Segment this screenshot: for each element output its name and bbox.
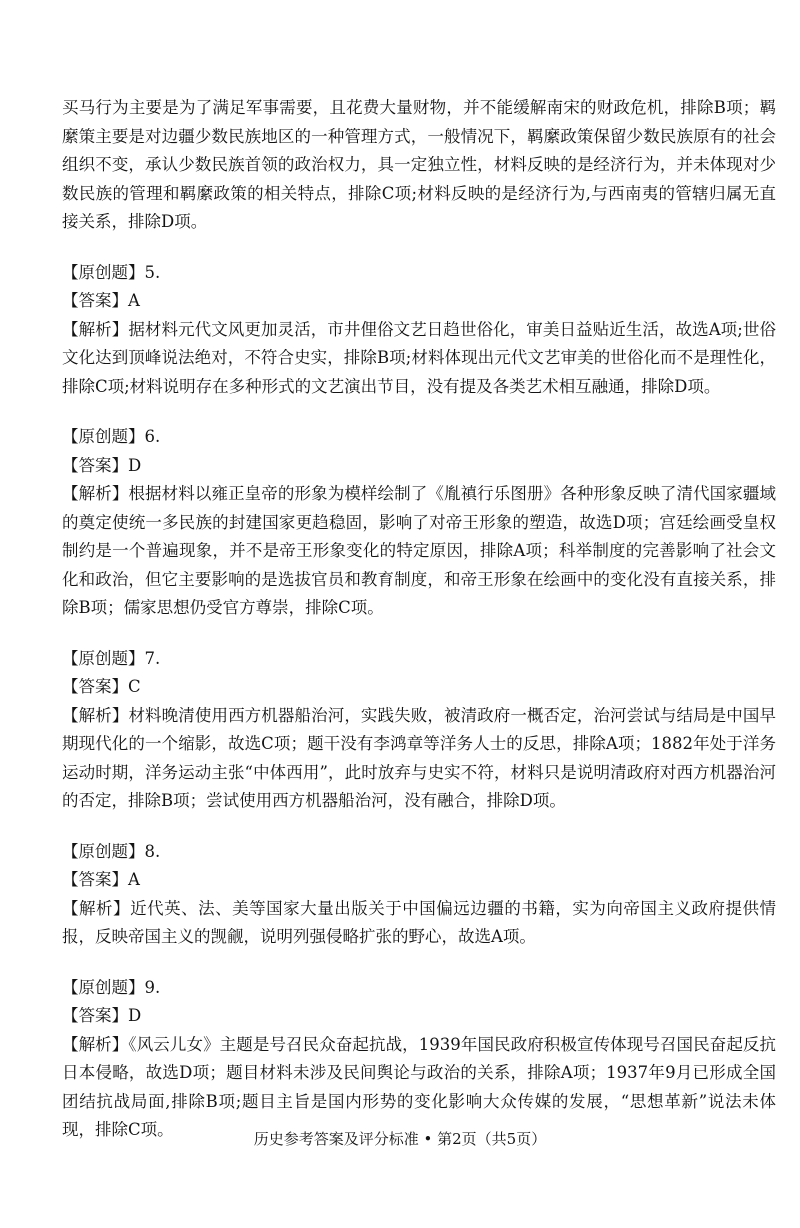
analysis-paragraph bbox=[62, 480, 776, 623]
analysis-text: 据材料元代文风更加灵活，市井俚俗文艺日趋世俗化，审美日益贴近生活，故选A项;世俗文化达到顶峰说法绝对，不符合史实，排除B项;材料体现出元代文艺审美的世俗化而不是理性化，排除C项;材料说明存在多种形式的文艺演出节目，没有提及各类艺术相互融通，排除D项。 bbox=[62, 319, 776, 396]
answer-line bbox=[62, 452, 776, 481]
answer-value: A bbox=[128, 291, 140, 310]
analysis-paragraph bbox=[62, 702, 776, 816]
answer-label: 【答案】 bbox=[62, 1006, 128, 1025]
analysis-paragraph bbox=[62, 895, 776, 952]
answer-line bbox=[62, 287, 776, 316]
question-7 bbox=[62, 645, 776, 816]
answer-line bbox=[62, 673, 776, 702]
answer-value: A bbox=[128, 870, 140, 889]
analysis-text: 根据材料以雍正皇帝的形象为模样绘制了《胤禛行乐图册》各种形象反映了清代国家疆域的奠定使统一多民族的封建国家更趋稳固，影响了对帝王形象的塑造，故选D项；宫廷绘画受皇权制约是一个普遍现象，并不是帝王形象变化的特定原因，排除A项；科举制度的完善影响了社会文化和政治，但它主要影响的是选拔官员和教育制度，和帝王形象在绘画中的变化没有直接关系，排除B项；儒家思想仍受官方尊崇，排除C项。 bbox=[62, 484, 777, 617]
question-5 bbox=[62, 259, 776, 402]
analysis-text: 材料晚清使用西方机器船治河，实践失败，被清政府一概否定，治河尝试与结局是中国早期现代化的一个缩影，故选C项；题干没有李鸿章等洋务人士的反思，排除A项；1882年处于洋务运动时期，洋务运动主张“中体西用”，此时放弃与史实不符，材料只是说明清政府对西方机器治河的否定，排除B项；尝试使用西方机器船治河，没有融合，排除D项。 bbox=[62, 705, 777, 810]
analysis-label: 【解析】 bbox=[62, 484, 129, 503]
analysis-text: 近代英、法、美等国家大量出版关于中国偏远边疆的书籍，实为向帝国主义政府提供情报，反映帝国主义的觊觎，说明列强侵略扩张的野心，故选A项。 bbox=[62, 898, 777, 946]
question-6 bbox=[62, 423, 776, 623]
question-title: 【原创题】9. bbox=[62, 977, 161, 997]
question-title: 【原创题】7. bbox=[62, 648, 161, 668]
analysis-label: 【解析】 bbox=[62, 705, 129, 725]
answer-label: 【答案】 bbox=[62, 291, 128, 310]
question-title: 【原创题】5. bbox=[62, 262, 161, 282]
page-footer: 历史参考答案及评分标准 • 第2页（共5页） bbox=[253, 1130, 547, 1148]
document-body bbox=[62, 94, 776, 1145]
question-title: 【原创题】8. bbox=[62, 841, 161, 861]
answer-label: 【答案】 bbox=[62, 677, 128, 696]
analysis-text: 《风云儿女》主题是号召民众奋起抗战，1939年国民政府积极宣传体现号召国民奋起反抗日本侵略，故选D项；题目材料未涉及民间舆论与政治的关系，排除A项；1937年9月已形成全国团结抗战局面,排除B项;题目主旨是国内形势的变化影响大众传媒的发展，“思想革新”说法未体现，排除C项。 bbox=[62, 1034, 777, 1139]
question-8 bbox=[62, 838, 776, 952]
answer-label: 【答案】 bbox=[62, 455, 128, 475]
answer-value: C bbox=[128, 677, 141, 696]
answer-value: D bbox=[128, 1006, 142, 1025]
answer-label: 【答案】 bbox=[62, 870, 128, 889]
answer-value: D bbox=[128, 455, 142, 475]
question-title: 【原创题】6. bbox=[62, 427, 161, 446]
analysis-label: 【解析】 bbox=[62, 1034, 129, 1054]
analysis-label: 【解析】 bbox=[62, 319, 129, 339]
answer-line bbox=[62, 1002, 776, 1031]
question-9 bbox=[62, 974, 776, 1145]
intro-paragraph: 买马行为主要是为了满足军事需要，且花费大量财物，并不能缓解南宋的财政危机，排除B项；羁縻策主要是对边疆少数民族地区的一种管理方式，一般情况下，羁縻政策保留少数民族原有的社会组织不变，承认少数民族首领的政治权力，具一定独立性，材料反映的是经济行为，并未体现对少数民族的管理和羁縻政策的相关特点，排除C项;材料反映的是经济行为,与西南夷的管辖归属无直接关系，排除D项。 bbox=[62, 98, 776, 231]
analysis-paragraph bbox=[62, 316, 776, 402]
answer-line bbox=[62, 866, 776, 895]
analysis-label: 【解析】 bbox=[62, 898, 131, 918]
